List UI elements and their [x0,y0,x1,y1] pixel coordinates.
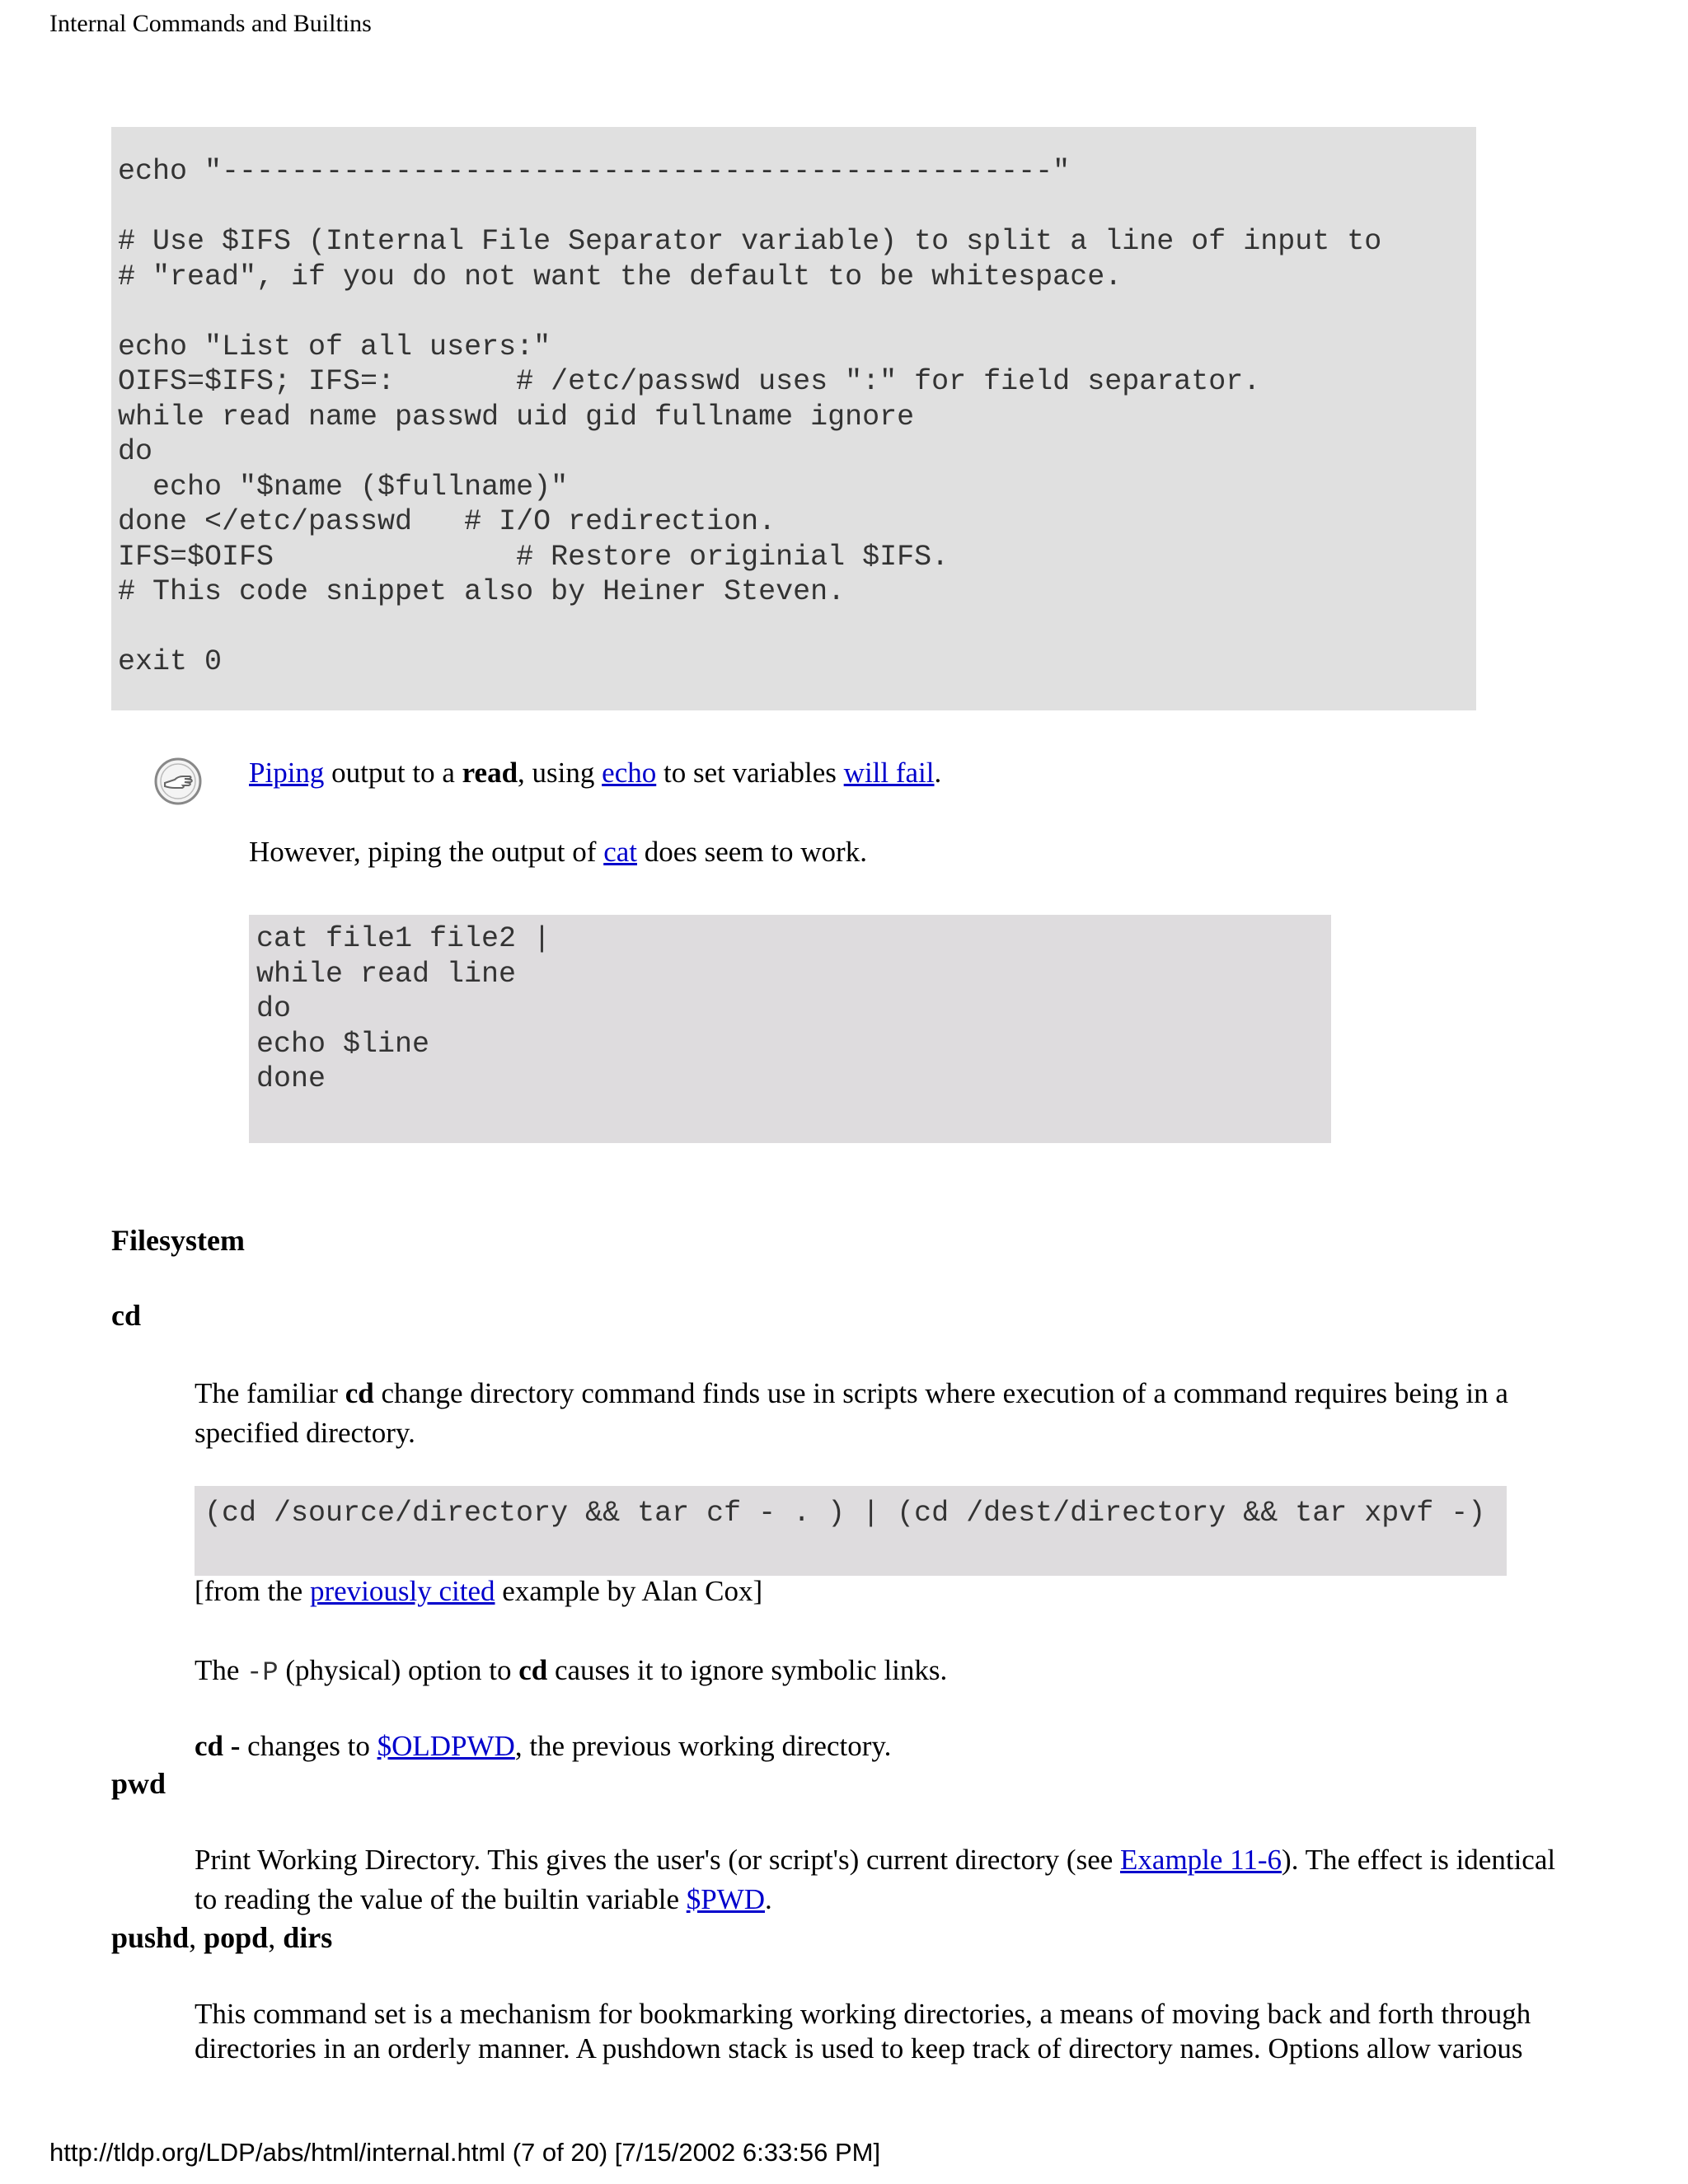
option-p: -P [246,1657,279,1688]
pointing-hand-icon [153,757,203,806]
note-paragraph-2: However, piping the output of cat does seem to work. [249,836,867,868]
code-line: done [256,1062,326,1095]
code-line: echo "List of all users:" [118,330,551,363]
code-line: do [118,435,153,468]
code-line [118,610,1476,645]
cd-description: The familiar cd change directory command finds use in scripts where execution of a command requires being in a specified directory. [195,1377,1508,1449]
term-pushd-popd-dirs: pushd, popd, dirs [111,1921,333,1954]
section-heading-filesystem: Filesystem [111,1224,245,1257]
code-line: OIFS=$IFS; IFS=: # /etc/passwd uses ":" for field separator. [118,365,1261,398]
note-paragraph: Piping output to a read, using echo to set variables will fail. [249,757,942,789]
code-line [118,294,1476,330]
code-line: echo "$name ($fullname)" [118,470,569,504]
bold-read: read [462,757,518,789]
code-line: echo $line [256,1027,430,1061]
page-header-title: Internal Commands and Builtins [49,10,372,37]
code-line: cat file1 file2 | [256,922,551,955]
term-cd: cd [111,1299,141,1332]
code-line: (cd /source/directory && tar cf - . ) | (cd /dest/directory && tar xpvf -) [204,1497,1486,1530]
link-cat[interactable]: cat [603,836,637,868]
link-will-fail[interactable]: will fail [843,757,935,789]
code-line: done </etc/passwd # I/O redirection. [118,505,776,538]
pwd-description: Print Working Directory. This gives the user's (or script's) current directory (see Example 11-6). The effect is identical to reading the value of the builtin variable $PWD. [195,1844,1556,1915]
code-block-cat-pipe [249,915,1331,1143]
code-line: # Use $IFS (Internal File Separator variable) to split a line of input to [118,225,1382,258]
term-pwd: pwd [111,1767,166,1800]
link-example-11-6[interactable]: Example 11-6 [1120,1844,1282,1876]
code-block-cd-tar [195,1486,1507,1576]
link-previously-cited[interactable]: previously cited [309,1575,495,1607]
cd-physical-option: The -P (physical) option to cd causes it to ignore symbolic links. [195,1654,948,1688]
page-footer-url: http://tldp.org/LDP/abs/html/internal.html (7 of 20) [7/15/2002 6:33:56 PM] [49,2138,881,2167]
link-echo[interactable]: echo [602,757,657,789]
cd-dash-description: cd - changes to $OLDPWD, the previous working directory. [195,1730,892,1762]
link-piping[interactable]: Piping [249,757,325,789]
code-line: while read line [256,957,517,991]
code-line: while read name passwd uid gid fullname ignore [118,400,915,434]
cd-citation: [from the previously cited example by Alan Cox] [195,1575,763,1607]
code-block-ifs-example [111,127,1476,710]
link-oldpwd[interactable]: $OLDPWD [377,1730,515,1762]
code-line: IFS=$OIFS # Restore originial $IFS. [118,540,950,574]
pushd-description: This command set is a mechanism for bookmarking working directories, a means of moving back and forth through directories in an orderly manner. A pushdown stack is used to keep track of directory names. Options allow various [195,1998,1531,2064]
link-pwd-variable[interactable]: $PWD [686,1883,766,1915]
code-line: exit 0 [118,645,223,678]
code-line: echo "------------------------------------------------" [118,155,1071,188]
code-line: do [256,992,292,1025]
code-line: # This code snippet also by Heiner Steven. [118,575,846,608]
code-line: # "read", if you do not want the default to be whitespace. [118,260,1123,293]
code-line [118,190,1476,225]
